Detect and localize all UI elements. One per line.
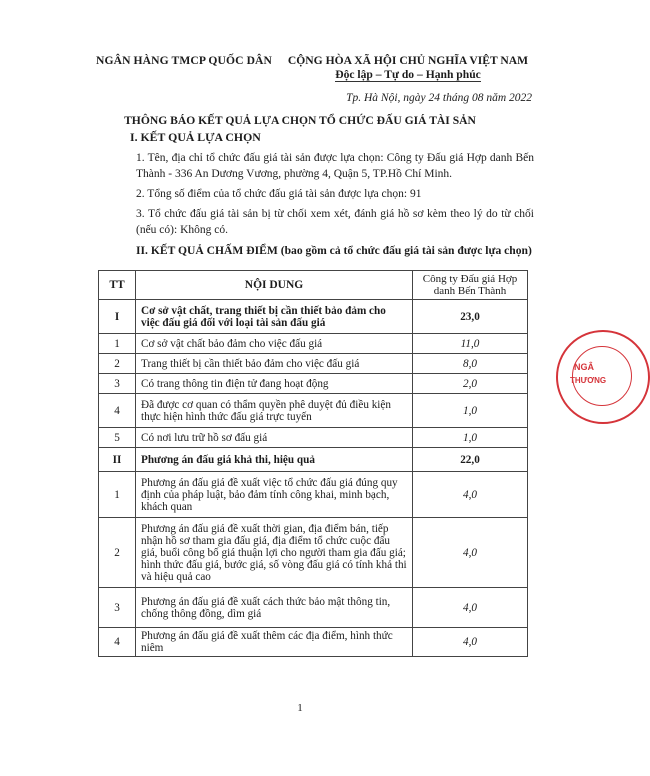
row-content: Phương án đấu giá khả thi, hiệu quả [136,448,413,472]
col-header-company: Công ty Đấu giá Hợp danh Bến Thành [413,271,528,300]
seal-text-2: THƯƠNG [570,376,607,385]
paragraph-1-text: 1. Tên, địa chỉ tổ chức đấu giá tài sản được lựa chọn: Công ty Đấu giá Hợp danh Bến Thành - 336 An Dương Vương, phường 4, Quận 5, TP.Hồ Chí Minh. [136,152,534,180]
row-score: 8,0 [413,354,528,374]
row-number: I [99,300,136,334]
row-score: 22,0 [413,448,528,472]
section-1-heading: I. KẾT QUẢ LỰA CHỌN [130,130,261,144]
row-score: 4,0 [413,472,528,518]
row-content: Trang thiết bị cần thiết bảo đảm cho việc đấu giá [136,354,413,374]
row-number: 3 [99,374,136,394]
paragraph-2-text: 2. Tổng số điểm của tổ chức đấu giá tài sản được lựa chọn: 91 [136,188,422,200]
row-score: 23,0 [413,300,528,334]
row-score: 2,0 [413,374,528,394]
document-title: THÔNG BÁO KẾT QUẢ LỰA CHỌN TỔ CHỨC ĐẤU GIÁ TÀI SẢN [124,114,476,127]
row-number: 4 [99,628,136,657]
row-score: 4,0 [413,588,528,628]
table-row [99,588,528,628]
row-number: 2 [99,354,136,374]
row-number: 2 [99,518,136,588]
table-row [99,628,528,657]
row-score: 4,0 [413,518,528,588]
section-2-heading [102,242,534,259]
table-row [99,374,528,394]
row-content: Phương án đấu giá đề xuất thêm các địa điểm, hình thức niêm [136,628,413,657]
paragraph-2 [102,186,534,202]
table-row [99,300,528,334]
row-content: Phương án đấu giá đề xuất việc tổ chức đấu giá đúng quy định của pháp luật, bảo đảm tính công khai, minh bạch, khách quan [136,472,413,518]
paragraph-3-text: 3. Tổ chức đấu giá tài sản bị từ chối xem xét, đánh giá hồ sơ kèm theo lý do từ chối (nếu có): Không có. [136,208,534,236]
date-line: Tp. Hà Nội, ngày 24 tháng 08 năm 2022 [346,92,532,104]
table-row [99,354,528,374]
table-header-row [99,271,528,300]
col-header-content: NỘI DUNG [136,271,413,300]
table-row [99,518,528,588]
row-content: Cơ sở vật chất, trang thiết bị cần thiết bảo đảm cho việc đấu giá đối với loại tài sản đấu giá [136,300,413,334]
table-row [99,472,528,518]
nation-title: CỘNG HÒA XÃ HỘI CHỦ NGHĨA VIỆT NAM [287,54,529,67]
page-number: 1 [297,702,303,714]
table-row [99,334,528,354]
col-header-tt: TT [99,271,136,300]
row-content: Có trang thông tin điện tử đang hoạt động [136,374,413,394]
row-number: 5 [99,428,136,448]
row-number: 1 [99,472,136,518]
row-score: 4,0 [413,628,528,657]
seal-text-1: NGÂ [574,362,594,372]
paragraph-3 [102,206,534,238]
scoring-table [98,270,528,657]
row-score: 11,0 [413,334,528,354]
row-content: Phương án đấu giá đề xuất cách thức bảo mật thông tin, chống thông đồng, dìm giá [136,588,413,628]
row-number: II [99,448,136,472]
row-score: 1,0 [413,394,528,428]
row-content: Cơ sở vật chất bảo đảm cho việc đấu giá [136,334,413,354]
row-content: Đã được cơ quan có thẩm quyền phê duyệt đủ điều kiện thực hiện hình thức đấu giá trực tuyến [136,394,413,428]
table-row [99,428,528,448]
row-content: Có nơi lưu trữ hồ sơ đấu giá [136,428,413,448]
row-score: 1,0 [413,428,528,448]
table-row [99,448,528,472]
national-header [278,54,538,81]
motto: Độc lập – Tự do – Hạnh phúc [335,68,481,81]
red-seal [556,330,650,424]
bank-name: NGÂN HÀNG TMCP QUỐC DÂN [96,54,272,67]
paragraph-1 [102,150,534,182]
row-number: 3 [99,588,136,628]
row-number: 4 [99,394,136,428]
row-content: Phương án đấu giá đề xuất thời gian, địa điểm bán, tiếp nhận hồ sơ tham gia đấu giá, địa điểm tổ chức cuộc đấu giá, buổi công bố giá thuận lợi cho người tham gia đấu giá; hình thức đấu giá, bước giá, số vòng đấu giá có tính khả thi và hiệu quả cao [136,518,413,588]
row-number: 1 [99,334,136,354]
section-2-heading-text: II. KẾT QUẢ CHẤM ĐIỂM (bao gồm cả tổ chức đấu giá tài sản được lựa chọn) [136,244,532,257]
table-row [99,394,528,428]
